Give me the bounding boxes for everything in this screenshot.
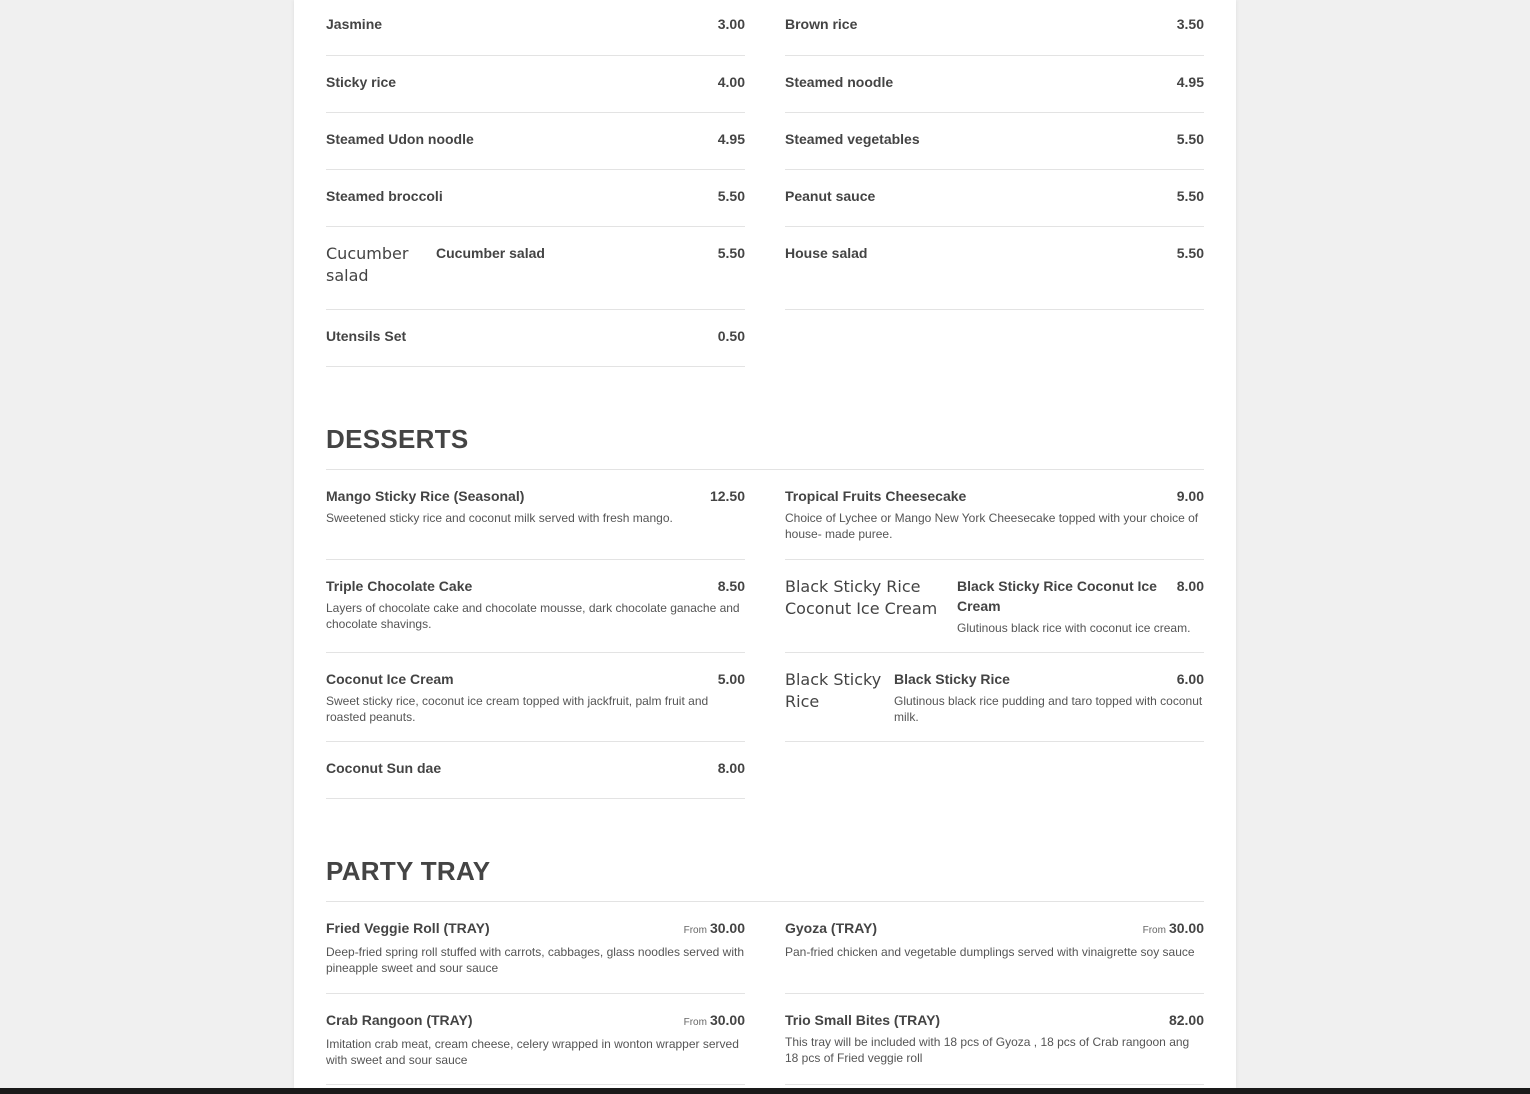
item-name: Cucumber salad: [436, 245, 545, 261]
item-name: Brown rice: [785, 16, 858, 32]
item-name: Steamed noodle: [785, 74, 894, 90]
item-name: Steamed Udon noodle: [326, 131, 474, 147]
item-description: Sweet sticky rice, coconut ice cream topped with jackfruit, palm fruit and roasted peanuts.: [326, 694, 709, 724]
menu-item[interactable]: [326, 902, 745, 994]
item-name: Utensils Set: [326, 328, 407, 344]
item-price: 5.50: [717, 188, 745, 204]
sides-right-column: [785, 0, 1204, 310]
item-name: Peanut sauce: [785, 188, 876, 204]
item-price: 5.00: [717, 671, 745, 687]
item-description: Deep-fried spring roll stuffed with carrots, cabbages, glass noodles served with pineapple sweet and sour sauce: [326, 945, 744, 975]
item-name: Tropical Fruits Cheesecake: [785, 488, 967, 504]
price-from-label: From: [683, 925, 707, 936]
menu-item[interactable]: [326, 994, 745, 1085]
item-price: 4.00: [717, 74, 745, 90]
item-description: This tray will be included with 18 pcs of Gyoza , 18 pcs of Crab rangoon ang 18 pcs of Fried veggie roll: [785, 1035, 1190, 1065]
item-price: [684, 918, 745, 941]
item-description: Layers of chocolate cake and chocolate mousse, dark chocolate ganache and chocolate shavings.: [326, 601, 740, 631]
menu-item[interactable]: [326, 170, 745, 227]
menu-page: [294, 0, 1236, 1088]
item-price: 5.50: [1176, 131, 1204, 147]
item-price: [1143, 918, 1204, 941]
item-name: Trio Small Bites (TRAY): [785, 1012, 941, 1028]
section-title-desserts: DESSERTS: [326, 424, 1204, 470]
item-price: 5.50: [1176, 188, 1204, 204]
price-from-label: From: [683, 1017, 707, 1028]
menu-item[interactable]: [326, 653, 745, 742]
item-description: Glutinous black rice pudding and taro topped with coconut milk.: [894, 694, 1203, 724]
menu-item[interactable]: [785, 902, 1204, 994]
price-from-label: From: [1142, 925, 1166, 936]
item-price: 8.00: [1176, 578, 1204, 594]
item-name: Gyoza (TRAY): [785, 920, 878, 936]
menu-item[interactable]: [785, 0, 1204, 56]
item-name: Fried Veggie Roll (TRAY): [326, 920, 490, 936]
item-price: 0.50: [717, 328, 745, 344]
item-price: 6.00: [1176, 671, 1204, 687]
menu-item[interactable]: [785, 56, 1204, 113]
menu-item[interactable]: [326, 560, 745, 653]
menu-item[interactable]: [326, 0, 745, 56]
item-name: Coconut Ice Cream: [326, 671, 454, 687]
item-name: House salad: [785, 245, 868, 261]
menu-item[interactable]: [785, 560, 1204, 653]
price-value: 30.00: [709, 1012, 745, 1028]
item-name: Coconut Sun dae: [326, 760, 442, 776]
item-description: Sweetened sticky rice and coconut milk served with fresh mango.: [326, 511, 673, 525]
item-price: 8.00: [717, 760, 745, 776]
price-value: 30.00: [709, 920, 745, 936]
menu-item[interactable]: [326, 56, 745, 113]
item-price: 9.00: [1176, 488, 1204, 504]
menu-item[interactable]: [785, 653, 1204, 742]
item-description: Glutinous black rice with coconut ice cream.: [957, 621, 1191, 635]
menu-item[interactable]: [326, 227, 745, 310]
bottom-bar: [0, 1088, 1530, 1094]
item-price: 4.95: [1176, 74, 1204, 90]
menu-item[interactable]: [326, 742, 745, 799]
item-name: Steamed vegetables: [785, 131, 920, 147]
item-name: Black Sticky Rice Coconut Ice Cream: [957, 578, 1157, 614]
item-price: 8.50: [717, 578, 745, 594]
menu-item[interactable]: [326, 310, 745, 367]
menu-item[interactable]: [326, 470, 745, 560]
item-name: Mango Sticky Rice (Seasonal): [326, 488, 525, 504]
item-price: 5.50: [717, 245, 745, 261]
menu-item[interactable]: [785, 227, 1204, 310]
item-price: [684, 1010, 745, 1033]
item-name: Triple Chocolate Cake: [326, 578, 473, 594]
menu-item[interactable]: [785, 113, 1204, 170]
item-image: Black Sticky Rice Coconut Ice Cream: [785, 577, 938, 618]
menu-item[interactable]: [785, 170, 1204, 227]
party-tray-left-column: [326, 902, 745, 1085]
item-price: 82.00: [1168, 1012, 1204, 1028]
item-name: Crab Rangoon (TRAY): [326, 1012, 473, 1028]
party-tray-right-column: [785, 902, 1204, 1085]
item-name: Jasmine: [326, 16, 383, 32]
desserts-left-column: [326, 470, 745, 799]
menu-item[interactable]: [785, 994, 1204, 1085]
sides-left-column: [326, 0, 745, 367]
menu-item[interactable]: [785, 470, 1204, 560]
price-value: 30.00: [1168, 920, 1204, 936]
item-name: Steamed broccoli: [326, 188, 443, 204]
item-name: Sticky rice: [326, 74, 397, 90]
item-price: 12.50: [709, 488, 745, 504]
item-description: Choice of Lychee or Mango New York Cheesecake topped with your choice of house- made puree.: [785, 511, 1199, 541]
section-title-party-tray: PARTY TRAY: [326, 856, 1204, 902]
item-description: Imitation crab meat, cream cheese, celery wrapped in wonton wrapper served with sweet and sour sauce: [326, 1037, 739, 1067]
item-price: 4.95: [717, 131, 745, 147]
desserts-right-column: [785, 470, 1204, 742]
item-price: 3.00: [717, 16, 745, 32]
item-image: Cucumber salad: [326, 244, 409, 285]
menu-item[interactable]: [326, 113, 745, 170]
item-description: Pan-fried chicken and vegetable dumplings served with vinaigrette soy sauce: [785, 945, 1195, 959]
item-name: Black Sticky Rice: [894, 671, 1010, 687]
item-image: Black Sticky Rice: [785, 670, 882, 711]
item-price: 5.50: [1176, 245, 1204, 261]
item-price: 3.50: [1176, 16, 1204, 32]
